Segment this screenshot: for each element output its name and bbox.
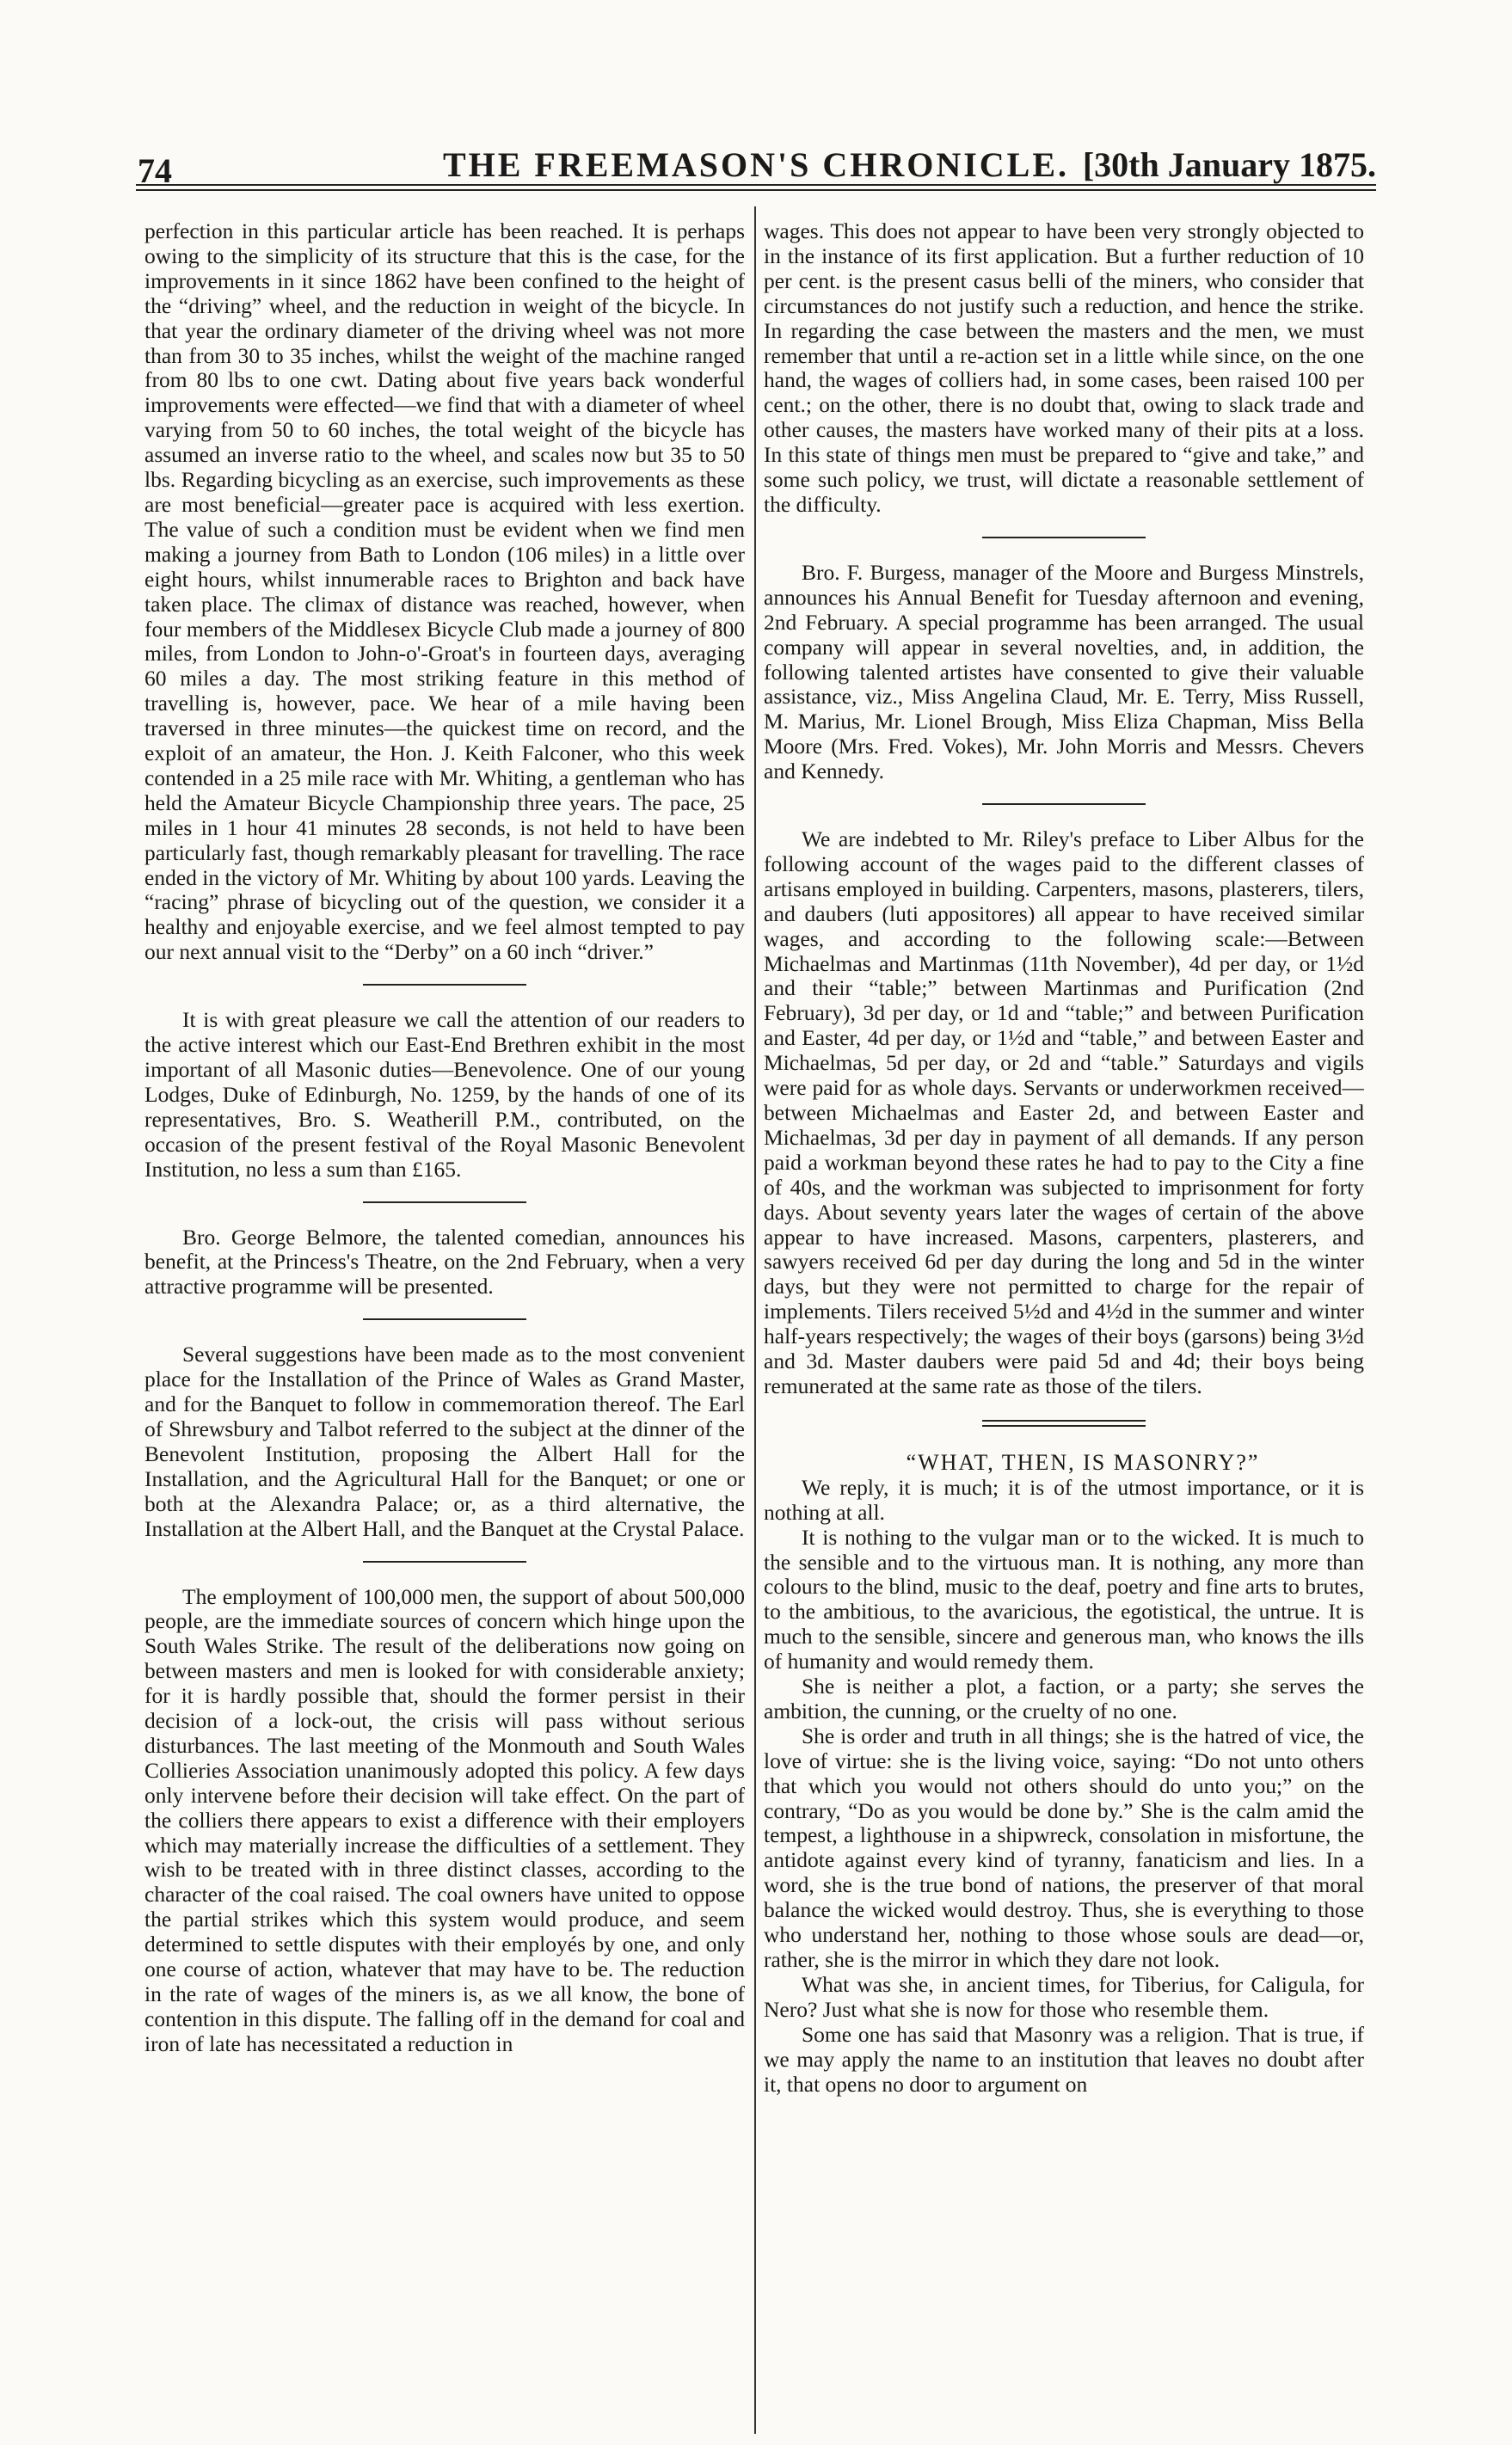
article-paragraph: What was she, in ancient times, for Tiberius, for Caligula, for Nero? Just what she is now for those who resemble them.: [764, 1971, 1364, 2022]
article-paragraph: Bro. F. Burgess, manager of the Moore and Burgess Minstrels, announces his Annual Benefit for Tuesday afternoon and evening, 2nd February. A special programme has been arranged. The usual company will appear in several novelties, and, in addition, the following talented artistes have consented to give their valuable assistance, viz., Miss Angelina Claud, Mr. E. Terry, Miss Russell, M. Marius, Mr. Lionel Brough, Miss Eliza Chapman, Miss Bella Moore (Mrs. Fred. Vokes), Mr. John Morris and Messrs. Chevers and Kennedy.: [764, 559, 1364, 784]
article-paragraph: It is with great pleasure we call the attention of our readers to the active interest which our East-End Brethren exhibit in the most important of all Masonic duties—Benevolence. One of our young Lodges, Duke of Edinburgh, No. 1259, by the hands of one of its representatives, Bro. S. Weatherill P.M., contributed, on the occasion of the present festival of the Royal Masonic Benevolent Institution, no less a sum than £165.: [144, 1007, 745, 1182]
section-separator: [363, 984, 526, 986]
header-rule: [136, 189, 1376, 191]
section-separator: [982, 1420, 1146, 1427]
article-paragraph: She is order and truth in all things; she is the hatred of vice, the love of virtue: she is the living voice, saying: “Do not unto others that which you would not others should do unto you;” on the contrary, “Do as you would be done by.” She is the calm amid the tempest, a lighthouse in a shipwreck, consolation in misfortune, the antidote against every kind of tyranny, fanaticism and lies. In a word, she is the true bond of nations, the preserver of that moral balance the wicked would destroy. Thus, she is everything to those who understand her, nothing to those whose souls are dead—or, rather, she is the mirror in which they dare not look.: [764, 1723, 1364, 1972]
article-paragraph: We are indebted to Mr. Riley's preface to Liber Albus for the following account of the wages paid to the different classes of artisans employed in building. Carpenters, masons, plasterers, tilers, and daubers (luti appositores) all appear to have received similar wages, and according to the following scale:—Between Michaelmas and Martinmas (11th November), 4d per day, or 1½d and their “table;” between Martinmas and Purification (2nd February), 3d per day, or 1d and “table;” and between Purification and Easter, 4d per day, or 1½d and “table,” and between Easter and Michaelmas, 5d per day, or 2d and “table.” Saturdays and vigils were paid for as whole days. Servants or underworkmen received—between Michaelmas and Easter 2d, and between Easter and Michaelmas, 3d per day in payment of all demands. If any person paid a workman beyond these rates he had to pay to the City a fine of 40s, and the workman was subjected to imprisonment for forty days. About seventy years later the wages of certain of the above appear to have increased. Masons, carpenters, plasterers, and sawyers received 6d per day during the long and 5d in the winter days, but they were not permitted to charge for the repair of implements. Tilers received 5½d and 4½d in the summer and winter half-years respectively; the wages of their boys (garsons) being 3½d and 3d. Master daubers were paid 5d and 4d; their boys being remunerated at the same rate as those of the tilers.: [764, 826, 1364, 1398]
section-separator: [982, 803, 1146, 805]
column-divider: [754, 206, 756, 2434]
article-paragraph: Several suggestions have been made as to the most convenient place for the Installation of the Prince of Wales as Grand Master, and for the Banquet to follow in commemoration thereof. The Earl of Shrewsbury and Talbot referred to the subject at the dinner of the Benevolent Institution, proposing the Albert Hall for the Installation, and the Agricultural Hall for the Banquet; or one or both at the Alexandra Palace; or, as a third alternative, the Installation at the Albert Hall, and the Banquet at the Crystal Palace.: [144, 1342, 745, 1541]
issue-date: [30th January 1875.: [1082, 145, 1376, 184]
section-separator: [363, 1561, 526, 1563]
page-number: 74: [138, 151, 172, 190]
article-paragraph: Some one has said that Masonry was a religion. That is true, if we may apply the name to an institution that leaves no doubt after it, that opens no door to argument on: [764, 2021, 1364, 2097]
section-separator: [363, 1201, 526, 1203]
article-paragraph: It is nothing to the vulgar man or to the wicked. It is much to the sensible and to the virtuous man. It is nothing, any more than colours to the blind, music to the deaf, poetry and fine arts to brutes, to the ambitious, to the avaricious, the egotistical, the untrue. It is much to the sensible, sincere and generous man, who knows the ills of humanity and would remedy them.: [764, 1524, 1364, 1674]
article-paragraph: The employment of 100,000 men, the support of about 500,000 people, are the immediate sources of concern which hinge upon the South Wales Strike. The result of the deliberations now going on between masters and men is looked for with considerable anxiety; for it is hardly possible that, should the former persist in their decision of a lock-out, the crisis will pass without serious disturbances. The last meeting of the Monmouth and South Wales Collieries Association unanimously adopted this policy. A few days only intervene before their decision will take effect. On the part of the colliers there appears to exist a difference with their employers which may materially increase the difficulties of a settlement. They wish to be treated with in three distinct classes, according to the character of the coal raised. The coal owners have united to oppose the partial strikes which this system would produce, and seem determined to settle disputes with their employés by one, and only one course of action, whatever that may have to be. The reduction in the rate of wages of the miners is, as we all know, the bone of contention in this dispute. The falling off in the demand for coal and iron of late has necessitated a reduction in: [144, 1583, 745, 2056]
section-separator: [982, 537, 1146, 538]
article-paragraph: perfection in this particular article has been reached. It is perhaps owing to the simplicity of its structure that this is the case, for the improvements in it since 1862 have been confined to the height of the “driving” wheel, and the reduction in weight of the bicycle. In that year the ordinary diameter of the driving wheel was not more than from 30 to 35 inches, whilst the weight of the machine ranged from 80 lbs to one cwt. Dating about five years back wonderful improvements were effected—we find that with a diameter of wheel varying from 50 to 60 inches, the total weight of the bicycle has assumed an inverse ratio to the wheel, and scales now but 35 to 50 lbs. Regarding bicycling as an exercise, such improvements as these are most beneficial—greater pace is acquired with less exertion. The value of such a condition must be evident when we find men making a journey from Bath to London (106 miles) in a little over eight hours, whilst innumerable races to Brighton and back have taken place. The climax of distance was reached, however, when four members of the Middlesex Bicycle Club made a journey of 800 miles, from London to John-o'-Groat's in fourteen days, averaging 60 miles a day. The most striking feature in this method of travelling is, however, pace. We hear of a mile having been traversed in three minutes—the quickest time on record, and the exploit of an amateur, the Hon. J. Keith Falconer, who this week contended in a 25 mile race with Mr. Whiting, a gentleman who has held the Amateur Bicycle Championship three years. The pace, 25 miles in 1 hour 41 minutes 28 seconds, is not held to have been particularly fast, though remarkably pleasant for travelling. The race ended in the victory of Mr. Whiting by about 100 yards. Leaving the “racing” phrase of bicycling out of the question, we consider it a healthy and enjoyable exercise, and we feel almost tempted to pay our next annual visit to the “Derby” on a 60 inch “driver.”: [144, 219, 745, 965]
right-column: [764, 219, 1364, 2430]
header-rule: [136, 184, 1376, 186]
left-column: [144, 219, 745, 2430]
masthead-title: THE FREEMASON'S CHRONICLE.: [442, 145, 1070, 184]
article-headline: “WHAT, THEN, IS MASONRY?”: [906, 1449, 1260, 1475]
article-paragraph: Bro. George Belmore, the talented comedian, announces his benefit, at the Princess's Theatre, on the 2nd February, when a very attractive programme will be presented.: [144, 1224, 745, 1299]
article-paragraph: We reply, it is much; it is of the utmost importance, or it is nothing at all.: [764, 1474, 1364, 1525]
article-paragraph: She is neither a plot, a faction, or a party; she serves the ambition, the cunning, or the cruelty of no one.: [764, 1674, 1364, 1723]
article-paragraph: wages. This does not appear to have been very strongly objected to in the instance of its first application. But a further reduction of 10 per cent. is the present casus belli of the miners, who consider that circumstances do not justify such a reduction, and hence the strike. In regarding the case between the masters and the men, we must remember that until a re-action set in a little while since, on the one hand, the wages of colliers had, in some cases, been raised 100 per cent.; on the other, there is no doubt that, owing to slack trade and other causes, the masters have worked many of their pits at a loss. In this state of things men must be prepared to “give and take,” and some such policy, we trust, will dictate a reasonable settlement of the difficulty.: [764, 219, 1364, 517]
section-separator: [363, 1318, 526, 1320]
page-header: [0, 0, 1512, 190]
